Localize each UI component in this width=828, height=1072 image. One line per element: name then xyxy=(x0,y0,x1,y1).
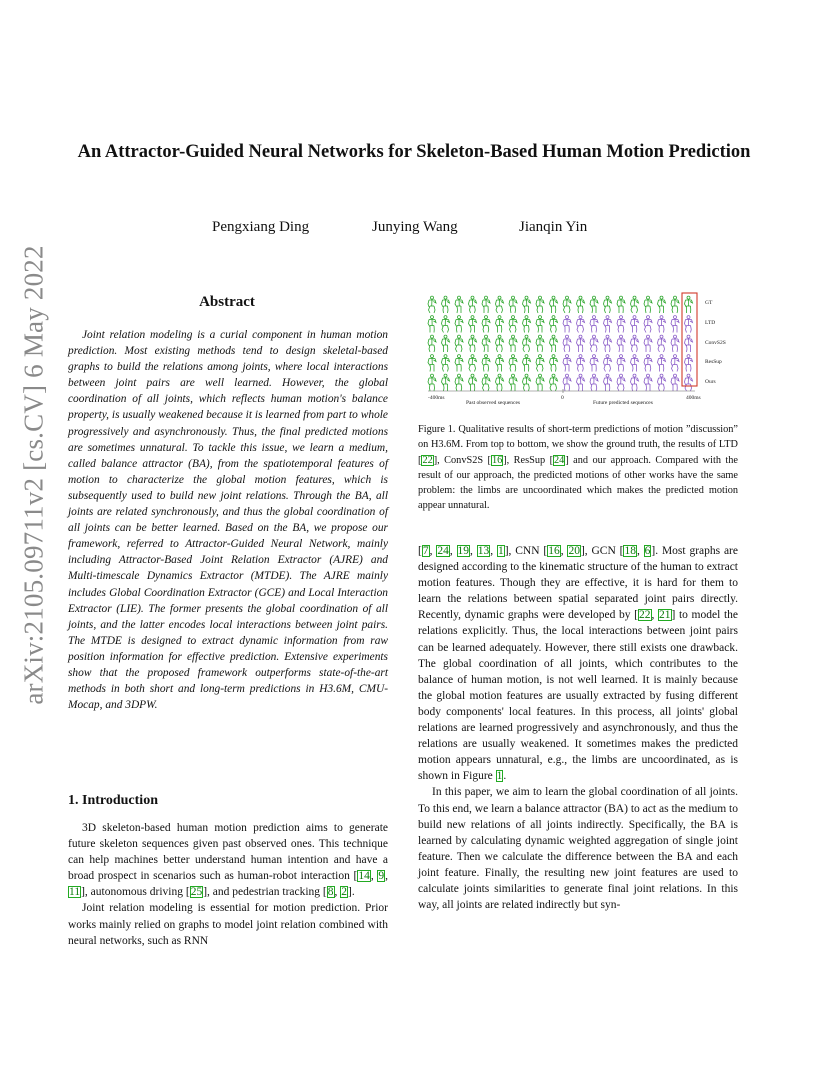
skeleton-figure xyxy=(685,355,693,372)
skeleton-figure xyxy=(590,355,598,372)
axis-left-label: -400ms xyxy=(428,395,445,401)
skeleton-figure xyxy=(590,316,598,333)
skeleton-figure xyxy=(644,335,652,352)
skeleton-figure xyxy=(685,296,693,313)
row-label-convs2s: ConvS2S xyxy=(705,340,726,346)
skeleton-figure xyxy=(442,335,450,352)
skeleton-figure xyxy=(658,355,666,372)
figure-1-graphic xyxy=(418,290,740,412)
skeleton-figure xyxy=(671,355,679,372)
past-sequence-label: Past observed sequences xyxy=(466,400,521,406)
author-name: Junying Wang xyxy=(372,219,458,235)
skeleton-figure xyxy=(644,355,652,372)
arxiv-stamp-text: arXiv:2105.09711v2 [cs.CV] 6 May 2022 xyxy=(18,245,49,705)
citation-link[interactable]: 9 xyxy=(378,870,385,883)
skeleton-figure xyxy=(523,335,531,352)
paragraph: In this paper, we aim to learn the global coordination of all joints. To this end, we learn a balance attractor (BA) to act as the medium to build new relations of all joints indirectly. Specifically, the BA is learned by calculating dynamic weighted aggregation of single joint feature. Then we calculate the difference between the BA and each joint feature. Finally, the resulting new joint features are used to calculate joints similarities to generate final joint relations. In this way, all joints are related indirectly but syn- xyxy=(418,786,738,912)
skeleton-figure xyxy=(496,355,504,372)
citation-link[interactable]: 16 xyxy=(491,454,503,466)
skeleton-figure xyxy=(482,335,490,352)
skeleton-figure xyxy=(428,374,436,391)
skeleton-figure xyxy=(469,374,477,391)
citation-link[interactable]: 24 xyxy=(437,545,449,557)
skeleton-figure xyxy=(536,374,544,391)
citation-link[interactable]: 14 xyxy=(358,870,370,883)
row-label-ours: Ours xyxy=(705,379,716,385)
skeleton-figure xyxy=(469,355,477,372)
arxiv-stamp xyxy=(14,245,54,705)
skeleton-figure xyxy=(604,296,612,313)
citation-link[interactable]: 24 xyxy=(554,454,565,466)
skeleton-figure xyxy=(644,316,652,333)
row-label-gt: GT xyxy=(705,300,713,306)
skeleton-figure xyxy=(577,335,585,352)
skeleton-figure xyxy=(658,296,666,313)
skeleton-figure xyxy=(617,374,625,391)
skeleton-figure xyxy=(523,374,531,391)
skeleton-figure xyxy=(590,374,598,391)
citation-link[interactable]: 16 xyxy=(548,545,560,557)
axis-mid-label: 0 xyxy=(561,395,564,401)
skeleton-figure xyxy=(469,296,477,313)
skeleton-figure xyxy=(428,335,436,352)
skeleton-figure xyxy=(631,316,639,333)
skeleton-figure xyxy=(550,335,558,352)
skeleton-figure xyxy=(496,335,504,352)
skeleton-figure xyxy=(509,374,517,391)
skeleton-figure xyxy=(577,316,585,333)
skeleton-figure xyxy=(455,374,463,391)
skeleton-figure xyxy=(685,374,693,391)
skeleton-figure xyxy=(428,355,436,372)
skeleton-figure xyxy=(604,335,612,352)
citation-link[interactable]: 20 xyxy=(568,545,580,557)
skeleton-figure xyxy=(482,355,490,372)
citation-link[interactable]: 22 xyxy=(639,609,651,622)
citation-link[interactable]: 19 xyxy=(457,545,470,557)
skeleton-figure xyxy=(496,374,504,391)
skeleton-figure xyxy=(631,296,639,313)
figure-1 xyxy=(418,290,740,412)
paragraph: 3D skeleton-based human motion prediction aims to generate future skeleton sequences given past observed ones. This technique can help machines better understand human intention and have a broad prospect in scenarios such as human-robot interaction [14, 9, 11], autonomous driving [25], and pedestrian tracking [8, 2]. xyxy=(68,822,388,899)
skeleton-figure xyxy=(644,296,652,313)
skeleton-figure xyxy=(685,316,693,333)
skeleton-figure xyxy=(685,335,693,352)
skeleton-figure xyxy=(550,355,558,372)
skeleton-figure xyxy=(577,374,585,391)
skeleton-figure xyxy=(469,316,477,333)
citation-link[interactable]: 21 xyxy=(659,609,671,622)
skeleton-figure xyxy=(428,316,436,333)
skeleton-figure xyxy=(509,335,517,352)
skeleton-figure xyxy=(455,296,463,313)
skeleton-figure xyxy=(509,316,517,333)
skeleton-figure xyxy=(563,335,571,352)
skeleton-figure xyxy=(563,296,571,313)
citation-link[interactable]: 2 xyxy=(341,886,348,899)
citation-link[interactable]: 25 xyxy=(190,886,203,899)
section-heading-introduction: 1. Introduction xyxy=(68,793,158,808)
citation-link[interactable]: 1 xyxy=(497,545,504,557)
skeleton-figure xyxy=(509,355,517,372)
skeleton-figure xyxy=(523,355,531,372)
skeleton-figure xyxy=(496,316,504,333)
skeleton-figure xyxy=(455,355,463,372)
skeleton-figure xyxy=(455,316,463,333)
citation-link[interactable]: 11 xyxy=(69,886,81,899)
skeleton-figure xyxy=(658,335,666,352)
skeleton-figure xyxy=(482,296,490,313)
skeleton-figure xyxy=(617,335,625,352)
skeleton-figure xyxy=(604,355,612,372)
introduction-text xyxy=(68,820,388,949)
skeleton-figure xyxy=(671,296,679,313)
skeleton-figure xyxy=(671,374,679,391)
skeleton-figure xyxy=(442,355,450,372)
skeleton-figure xyxy=(644,374,652,391)
citation-link[interactable]: 1 xyxy=(496,770,503,783)
skeleton-figure xyxy=(617,355,625,372)
skeleton-figure xyxy=(482,316,490,333)
skeleton-figure xyxy=(536,316,544,333)
skeleton-figure xyxy=(563,374,571,391)
paragraph: [7, 24, 19, 13, 1], CNN [16, 20], GCN [18, 6]. Most graphs are designed according to the kinematic structure of the human to extract motion features. Though they are effective, it is hard for them to learn the relations between spatial separated joint pairs directly. Recently, dynamic graphs were developed by [22, 21] to model the relations explicitly. Thus, the local interactions between joint pairs can be learned adequately. However, there still exists one drawback. The global coordination of all joints, which contributes to the balance of human motion, is not well learned. It is mainly because the global motion features are usually extracted by fusing different body components' local features. In this process, all joints' global relations are learned progressively and asynchronously, and thus the relations are usually weakened. It sometimes makes the predicted motion appears unnatural, e.g., the limbs are uncoordinated, as is shown in Figure 1. xyxy=(418,545,738,783)
skeleton-figure xyxy=(496,296,504,313)
citation-link[interactable]: 8 xyxy=(327,886,334,899)
skeleton-figure xyxy=(617,296,625,313)
author-name: Jianqin Yin xyxy=(519,219,588,235)
skeleton-figure xyxy=(604,316,612,333)
citation-link[interactable]: 18 xyxy=(624,545,636,557)
skeleton-figure xyxy=(469,335,477,352)
skeleton-figure xyxy=(631,335,639,352)
citation-link[interactable]: 7 xyxy=(422,545,429,557)
citation-link[interactable]: 13 xyxy=(477,545,490,557)
skeleton-figure xyxy=(550,374,558,391)
skeleton-figure xyxy=(590,296,598,313)
skeleton-figure xyxy=(631,355,639,372)
skeleton-figure xyxy=(536,335,544,352)
skeleton-figure xyxy=(617,316,625,333)
skeleton-figure xyxy=(482,374,490,391)
row-label-ressup: ResSup xyxy=(705,359,722,365)
skeleton-figure xyxy=(536,296,544,313)
future-sequence-label: Future predicted sequences xyxy=(593,400,653,406)
skeleton-figure xyxy=(442,374,450,391)
skeleton-figure xyxy=(577,355,585,372)
skeleton-figure xyxy=(563,316,571,333)
skeleton-figure xyxy=(563,355,571,372)
skeleton-figure xyxy=(550,316,558,333)
skeleton-figure xyxy=(671,335,679,352)
row-label-ltd: LTD xyxy=(705,320,716,326)
skeleton-figure xyxy=(590,335,598,352)
axis-right-label: 400ms xyxy=(686,395,701,401)
right-column-text xyxy=(418,543,738,913)
skeleton-figure xyxy=(604,374,612,391)
skeleton-figure xyxy=(671,316,679,333)
skeleton-figure xyxy=(442,316,450,333)
skeleton-figure xyxy=(428,296,436,313)
abstract-text: Joint relation modeling is a curial component in human motion prediction. Most existing methods tend to design skeletal-based graphs to build the relations among joints, where local interactions between joint pairs are well learned. However, the global coordination of all joints, which reflects human motion's balance property, is usually weakened because it is learned from part to whole progressively and asynchronously. Thus, the final predicted motions are sometimes unnatural. To tackle this issue, we learn a medium, called balance attractor (BA), from the spatiotemporal features of motion to characterize the global motion features, which is subsequently used to build new joint relations. Through the BA, all joints are related synchronously, and thus the global coordination of all joints can be better learned. Based on the BA, we propose our framework, referred to Attractor-Guided Neural Network, mainly including Attractor-Based Joint Relation Extractor (AJRE) and Multi-timescale Dynamics Extractor (MTDE). The AJRE mainly includes Global Coordination Extractor (GCE) and Local Interaction Extractor (LIE). The former presents the global coordination of all joints, and the latter encodes local interactions between joint pairs. The MTDE is designed to extract dynamic information from raw position information for effective prediction. Extensive experiments show that the proposed framework outperforms state-of-the-art methods in both short and long-term predictions in H3.6M, CMU-Mocap, and 3DPW. xyxy=(68,329,388,712)
skeleton-figure xyxy=(550,296,558,313)
skeleton-figure xyxy=(509,296,517,313)
author-name: Pengxiang Ding xyxy=(212,219,310,235)
skeleton-figure xyxy=(523,296,531,313)
citation-link[interactable]: 22 xyxy=(422,454,433,466)
skeleton-figure xyxy=(631,374,639,391)
skeleton-figure xyxy=(455,335,463,352)
skeleton-figure xyxy=(577,296,585,313)
abstract-heading: Abstract xyxy=(199,294,255,310)
highlight-box xyxy=(682,293,697,386)
skeleton-figure xyxy=(658,316,666,333)
paper-title: An Attractor-Guided Neural Networks for Skeleton-Based Human Motion Prediction xyxy=(77,142,751,162)
figure-1-caption: Figure 1. Qualitative results of short-term predictions of motion ”discussion” on H3.6M. From top to bottom, we show the ground truth, the results of LTD [22], ConvS2S [16], ResSup [24] and our approach. Compared with the result of our approach, the predicted motions of other works have the same problem: the limbs are uncoordinated which makes the predicted motion appear unnatural. xyxy=(418,424,738,512)
skeleton-figure xyxy=(536,355,544,372)
paragraph: Joint relation modeling is essential for motion prediction. Prior works mainly relied on graphs to model joint relation combined with neural networks, such as RNN xyxy=(68,902,388,947)
citation-link[interactable]: 6 xyxy=(644,545,651,557)
skeleton-figure xyxy=(523,316,531,333)
skeleton-figure xyxy=(658,374,666,391)
skeleton-figure xyxy=(442,296,450,313)
